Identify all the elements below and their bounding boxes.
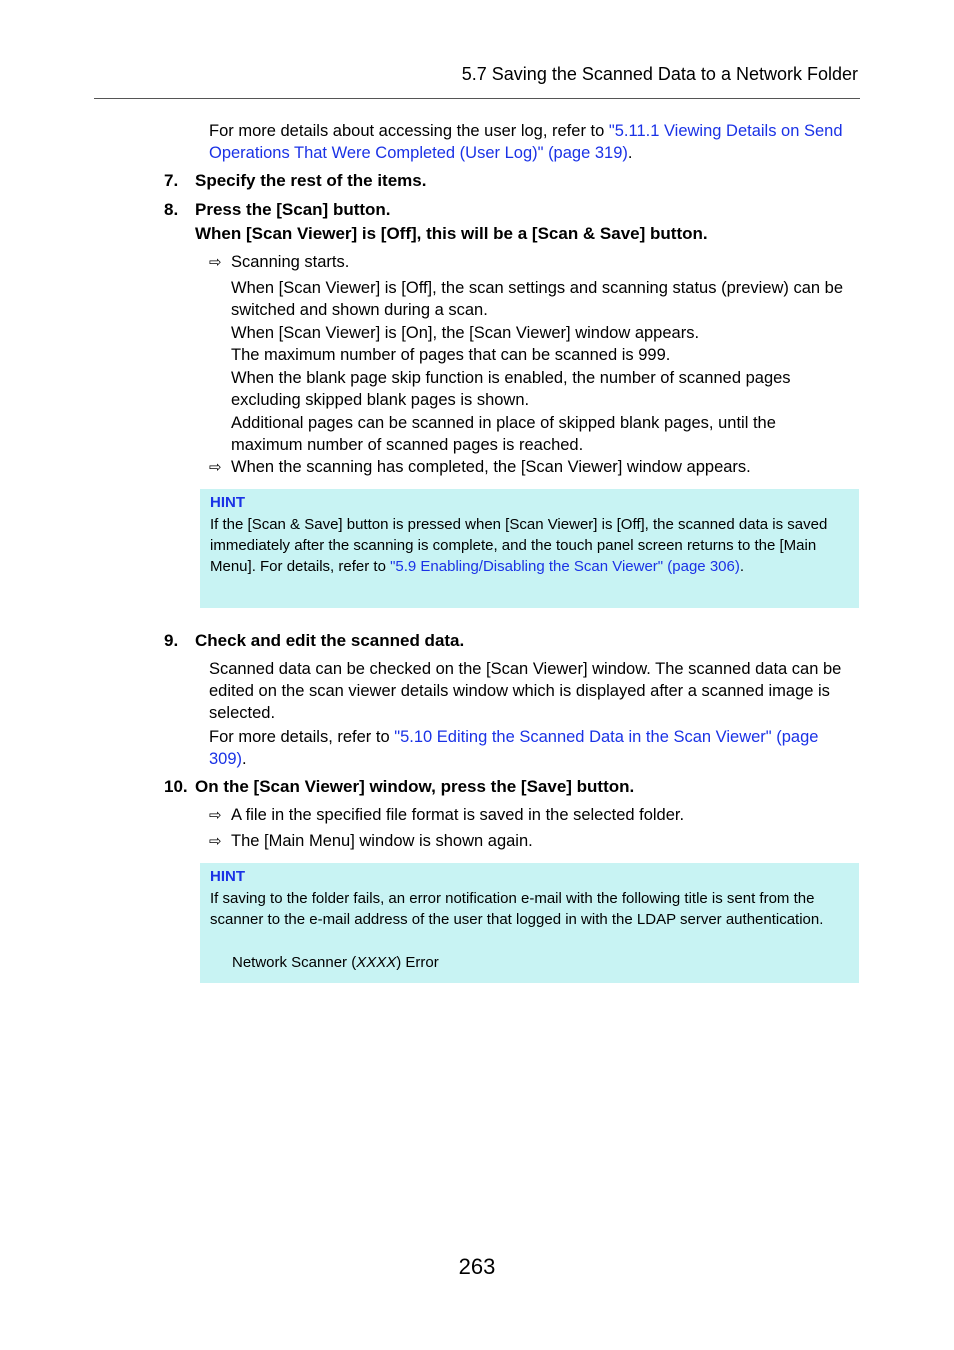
- mail-title-prefix: Network Scanner (: [232, 954, 357, 971]
- step-number: 9.: [164, 631, 179, 650]
- page-number: 263: [458, 1254, 496, 1279]
- result-text: A file in the specified file format is saved in the selected folder.: [231, 806, 685, 824]
- step-title: Check and edit the scanned data.: [195, 631, 465, 650]
- hint-suffix: .: [739, 558, 745, 575]
- result-text: When the scanning has completed, the [Scan Viewer] window appears.: [231, 458, 751, 476]
- step-title: Specify the rest of the items.: [195, 171, 427, 190]
- intro-suffix: .: [627, 144, 633, 162]
- hint-text: If saving to the folder fails, an error notification e-mail with the following title is sent from the scanner to the e-mail address of the user that logged in with the LDAP server authentication.: [210, 890, 824, 928]
- step-title: On the [Scan Viewer] window, press the [Save] button.: [195, 777, 635, 796]
- outlined-right-arrow-icon: ⇨: [209, 807, 222, 824]
- hint-box-scan-save: [200, 489, 859, 608]
- header-section-title: 5.7 Saving the Scanned Data to a Network Folder: [461, 64, 858, 84]
- hint-box-save-failure: [200, 863, 859, 983]
- scan-viewer-setting-link[interactable]: "5.9 Enabling/Disabling the Scan Viewer" (page 306): [390, 558, 740, 575]
- step-8-detail-2: When [Scan Viewer] is [On], the [Scan Viewer] window appears.: [231, 324, 700, 342]
- hint-text: [210, 514, 845, 577]
- step-8-result-completed: [209, 456, 849, 478]
- step-10-result-saved: [209, 804, 849, 826]
- step-8-subtitle: When [Scan Viewer] is [Off], this will be a [Scan & Save] button.: [195, 224, 708, 243]
- intro-text: For more details about accessing the user log, refer to: [209, 122, 609, 140]
- step-8-detail-4: When the blank page skip function is enabled, the number of scanned pages excluding skipped blank pages is shown.: [231, 369, 791, 409]
- step-number: 8.: [164, 200, 179, 219]
- ref-text: For more details, refer to: [209, 728, 395, 746]
- step-10: [164, 775, 854, 799]
- user-log-link[interactable]: "5.11.1 Viewing Details on Send Operations That Were Completed (User Log)" (page 319): [209, 122, 843, 162]
- intro-paragraph: [209, 120, 849, 164]
- step-9-reference: [209, 726, 859, 770]
- step-10-result-main-menu: [209, 830, 849, 852]
- outlined-right-arrow-icon: ⇨: [209, 254, 222, 271]
- step-number: 10.: [164, 777, 188, 796]
- mail-title-variable: XXXX: [356, 954, 397, 971]
- step-7: [164, 169, 854, 193]
- error-mail-title: [232, 952, 845, 973]
- step-9-body: Scanned data can be checked on the [Scan Viewer] window. The scanned data can be edited on the scan viewer details window which is displayed after a scanned image is selected.: [209, 660, 842, 722]
- step-8-detail-1: When [Scan Viewer] is [Off], the scan settings and scanning status (preview) can be switched and shown during a scan.: [231, 279, 844, 319]
- step-9: [164, 629, 854, 653]
- result-text: Scanning starts.: [231, 253, 350, 271]
- result-text: The [Main Menu] window is shown again.: [231, 832, 533, 850]
- mail-title-suffix: ) Error: [396, 954, 439, 971]
- step-number: 7.: [164, 171, 179, 190]
- hint-body: If the [Scan & Save] button is pressed when [Scan Viewer] is [Off], the scanned data is saved immediately after the scanning is complete, and the touch panel screen returns to the [Main Menu]. For details, refer to: [210, 516, 828, 575]
- step-8-detail-5: Additional pages can be scanned in place of skipped blank pages, until the maximum number of scanned pages is reached.: [231, 414, 776, 454]
- step-8-result-starts: [209, 251, 849, 273]
- outlined-right-arrow-icon: ⇨: [209, 459, 222, 476]
- hint-label: HINT: [210, 494, 245, 511]
- scan-viewer-editing-link[interactable]: "5.10 Editing the Scanned Data in the Scan Viewer" (page 309): [209, 728, 819, 768]
- step-8: [164, 198, 854, 222]
- hint-label: HINT: [210, 868, 245, 885]
- outlined-right-arrow-icon: ⇨: [209, 833, 222, 850]
- step-8-detail-3: The maximum number of pages that can be scanned is 999.: [231, 346, 671, 364]
- header-divider: [94, 98, 860, 99]
- ref-suffix: .: [242, 750, 247, 768]
- step-title: Press the [Scan] button.: [195, 200, 391, 219]
